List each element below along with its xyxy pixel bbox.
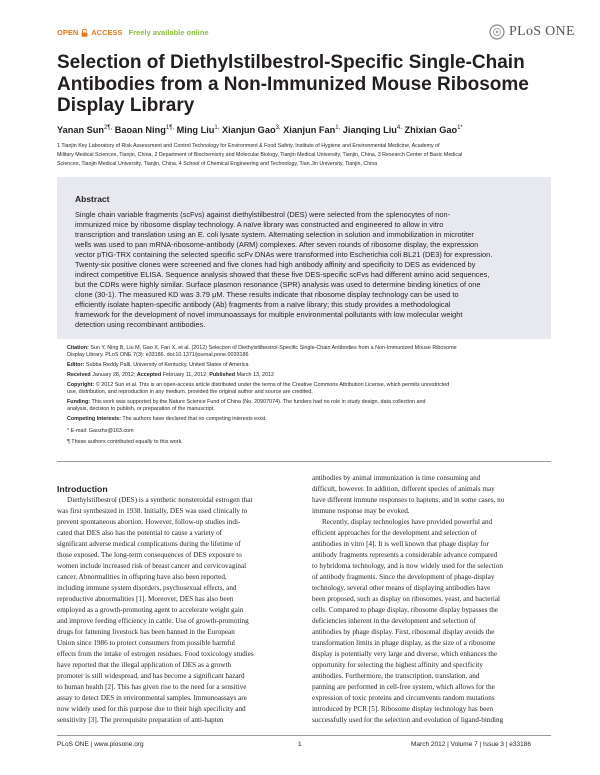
intro-left-line: significant adverse medical complications during the lifetime of xyxy=(57,540,241,548)
title-line: Selection of Diethylstilbestrol-Specific Single-Chain xyxy=(57,52,525,73)
intro-left-line: assay to detect DES in environmental samples. Immunoassays are xyxy=(57,694,247,702)
intro-right-line: antibodies in vitro [4]. It is well known that phage display for xyxy=(312,540,489,548)
affiliation-line: Sciences, Tianjin Medical University, Tianjin, China, 4 School of Chemical Engineering and Technology, Tian Jin University, Tianjin, China xyxy=(57,161,378,167)
funding-cont: analysis, decision to publish, or preparation of the manuscript. xyxy=(67,406,215,412)
abstract-line: detection using recombinant antibodies. xyxy=(75,320,206,329)
access-label: ACCESS xyxy=(91,28,123,37)
footer-journal: PLoS ONE | www.plosone.org xyxy=(57,741,144,748)
intro-right-line: efficient approaches for the development and selection of xyxy=(312,529,477,537)
intro-right-line: antibody fragments represents a considerable advance compared xyxy=(312,551,498,559)
intro-left-line: have reported that the illegal application of DES as a growth xyxy=(57,661,232,669)
intro-left-line: cated that DES also has the potential to cause a variety of xyxy=(57,529,223,537)
page-number: 1 xyxy=(298,741,302,748)
abstract-line: transcription and translation using an E. coli lysate system. Alternating selection in solution and immobilization in microtiter xyxy=(75,230,474,239)
intro-right-line: successfully used for the selection and evolution of ligand-binding xyxy=(312,716,504,724)
dates: Received January 28, 2012; Accepted February 11, 2012; Published March 13, 2012 xyxy=(67,372,275,378)
abstract-line: but the CDRs were highly similar. Surface plasmon resonance (SPR) analysis was used to determine binding kinetics of one xyxy=(75,280,481,289)
freely-available-label: Freely available online xyxy=(128,28,209,37)
title-line: Antibodies from a Non-Immunized Mouse Ribosome xyxy=(57,73,529,95)
introduction-heading: Introduction xyxy=(57,484,108,494)
intro-left-line: Union since 1986 to protect consumers from possible harmful xyxy=(57,639,236,647)
intro-left-line: those exposed. The long-term consequences of DES exposure to xyxy=(57,551,242,559)
article-title xyxy=(57,52,547,117)
intro-left-line: prevent spontaneous abortion. However, follow-up studies indi- xyxy=(57,518,241,526)
author-list xyxy=(57,125,463,135)
abstract-line: clone (30-1). The measured KD was 3.79 μM. These results indicate that ribosome display technology can be used to xyxy=(75,290,459,299)
intro-left-line: and improve feeding efficiency in cattle. Use of growth-promoting xyxy=(57,617,249,625)
intro-right-line: of antibody fragments. Since the development of phage-display xyxy=(312,573,495,581)
affiliations xyxy=(57,142,555,169)
intro-right-line: Recently, display technologies have provided powerful and xyxy=(322,518,493,526)
author: Ming Liu$^{1,}$ xyxy=(176,125,220,136)
intro-right-line: antibodies by phage display. First, ribosomal display avoids the xyxy=(312,628,495,636)
intro-left-line: effects from the intake of estrogen residues. Food toxicology studies xyxy=(57,650,254,658)
abstract-line: framework for the development of novel immunoassays for multiple environmental pollutants with low molecular weight xyxy=(75,310,463,319)
abstract-line: Twenty-six positive clones were screened and five clones had high antibody affinity and specificity to DES as evidenced by xyxy=(75,260,476,269)
intro-right-line: opportunity for selecting the highest affinity and specificity xyxy=(312,661,483,669)
abstract-line: wells was used to pan mRNA-ribosome-antibody (ARM) complexes. After seven rounds of ribosome display, the expression xyxy=(75,240,479,249)
intro-right-line: been proposed, such as display on ribosomes, yeast, and bacterial xyxy=(312,595,501,603)
footer-issue: March 2012 | Volume 7 | Issue 3 | e33186 xyxy=(411,741,531,748)
intro-left-line: to human health [2]. This has given rise to the need for a sensitive xyxy=(57,683,247,691)
author: Xianjun Fan$^{1,}$ xyxy=(283,125,341,136)
abstract-line: vector pTIG-TRX containing the selected specific scFv DNAs were transformed into Escherichia coli BL21 (DE3) for expression. xyxy=(75,250,493,259)
abstract-line: immunized mice by ribosome display technology. A naïve library was constructed and engineered to allow in vitro xyxy=(75,220,444,229)
competing-interests: Competing Interests: The authors have declared that no competing interests exist. xyxy=(67,416,267,422)
copyright-cont: use, distribution, and reproduction in any medium, provided the original author and source are credited. xyxy=(67,389,313,395)
intro-right-line: have different immune responses to haptens, and in some cases, no xyxy=(312,496,505,504)
abstract-line: indirect competitive ELISA. Sequence analysis showed that these five DES-specific scFvs had different amino acid sequences, xyxy=(75,270,490,279)
intro-left-line: women include increased risk of breast cancer and cervicovaginal xyxy=(57,562,247,570)
intro-left-line: including immune system disorders, psychosexual effects, and xyxy=(57,584,237,592)
copyright: Copyright: © 2012 Sun et al. This is an open-access article distributed under the terms of the Creative Commons Attribution License, which permits unrestricted xyxy=(67,382,450,388)
journal-logo xyxy=(489,24,575,40)
intro-right-line: panning are performed in cell-free system, which allows for the xyxy=(312,683,495,691)
affiliation-line: 1 Tianjin Key Laboratory of Risk Assessment and Control Technology for Environment & Food Safety, Institute of Hygiene and Environmental Medicine, Academy of xyxy=(57,143,440,149)
footer-rule xyxy=(57,735,551,736)
editor: Editor: Subba Reddy Palli, University of Kentucky, United States of America xyxy=(67,362,249,368)
intro-right-line: deficiencies inherent in the development and selection of xyxy=(312,617,476,625)
intro-right-line: expression of toxic proteins and circumvents random mutations xyxy=(312,694,495,702)
intro-right-line: immune response may be evoked. xyxy=(312,507,410,515)
author: Baoan Ning$^{1\P,}$ xyxy=(114,125,175,136)
intro-left-line: cancer. Abnormalities in offspring have also been reported, xyxy=(57,573,227,581)
intro-right-line: antibodies by animal immunization is time consuming and xyxy=(312,474,481,482)
intro-right-line: technology, several other means of displaying antibodies have xyxy=(312,584,491,592)
author: Jianqing Liu$^{4,}$ xyxy=(342,125,402,136)
abstract-line: Single chain variable fragments (scFvs) against diethylstilbestrol (DES) were selected from the splenocytes of non- xyxy=(75,210,451,219)
intro-left-line: drugs for fattening livestock has been banned in the European xyxy=(57,628,235,636)
intro-right-line: cells. Compared to phage display, ribosome display bypasses the xyxy=(312,606,498,614)
intro-left-line: was first synthesized in 1938. Initially, DES was used clinically to xyxy=(57,507,248,515)
intro-right-line: antibodies. Furthermore, the transcription, translation, and xyxy=(312,672,480,680)
email: * E-mail: Gaozhx@163.com xyxy=(67,428,134,434)
intro-left-line: reproductive abnormalities [1]. Moreover, DES has also been xyxy=(57,595,234,603)
intro-left-line: promoter is still widespread, and has become a significant hazard xyxy=(57,672,245,680)
citation-cont: Display Library. PLoS ONE 7(3): e33186. doi:10.1371/journal.pone.0033186 xyxy=(67,352,249,358)
abstract-heading: Abstract xyxy=(75,194,110,204)
intro-left-line: Diethylstilbestrol (DES) is a synthetic nonsteroidal estrogen that xyxy=(67,496,253,504)
open-label: OPEN xyxy=(57,28,79,37)
citation: Citation: Sun Y, Ning B, Liu M, Gao X, Fan X, et al. (2012) Selection of Diethylstilbestrol-Specific Single-Chain Antibodies from a Non-Immunized Mouse Ribosome xyxy=(67,345,457,351)
abstract-line: efficiently isolate hapten-specific antibody (Ab) fragments from a naïve library; this study provides a methodological xyxy=(75,300,451,309)
section-divider xyxy=(57,461,551,462)
intro-right-line: introduced by PCR [5]. Ribosome display technology has been xyxy=(312,705,494,713)
author: Yanan Sun$^{2\P,}$ xyxy=(57,125,113,136)
intro-left-line: sensitivity [3]. The prerequisite preparation of anti-hapten xyxy=(57,716,224,724)
intro-left-line: employed as a growth-promoting agent to accelerate weight gain xyxy=(57,606,244,614)
affiliation-line: Military Medical Sciences, Tianjin, China, 2 Department of Biochemistry and Molecular Biology, Tianjin Medical University, Tianjin, China, 3 Research Center of Basic Medical xyxy=(57,152,463,158)
journal-logo-text: PLoS ONE xyxy=(509,24,575,39)
intro-right-line: display is potentially very large and diverse, which enhances the xyxy=(312,650,498,658)
title-line: Display Library xyxy=(57,95,195,116)
equal-contribution: ¶ These authors contributed equally to this work. xyxy=(67,439,183,445)
intro-left-line: now widely used for this purpose due to their high specificity and xyxy=(57,705,246,713)
open-access-lock-icon xyxy=(81,29,88,37)
intro-right-line: transformation limits in phage display, as the size of a ribosome xyxy=(312,639,496,647)
author: Xianjun Gao$^{3,}$ xyxy=(221,125,281,136)
funding: Funding: This work was supported by the Nature Science Fund of China (No. 20907074). The funders had no role in study design, data collection and xyxy=(67,399,426,405)
intro-right-line: difficult, however. In addition, different species of animals may xyxy=(312,485,495,493)
author: Zhixian Gao$^{1*}$ xyxy=(404,125,463,136)
plos-logo-icon xyxy=(489,24,505,40)
open-access-badge xyxy=(57,28,209,37)
intro-right-line: to hybridoma technology, and is now widely used for the selection xyxy=(312,562,503,570)
